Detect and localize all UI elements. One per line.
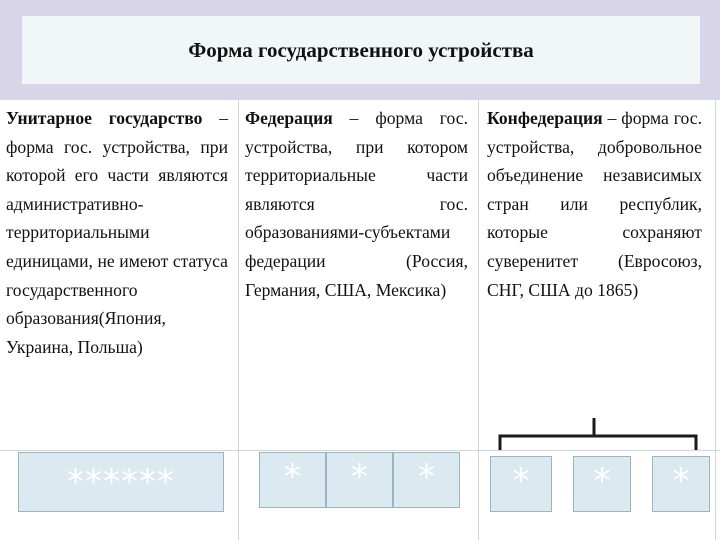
text-unitary: – форма гос. устройства, при которой его части являются административно-территориальными единицами, не имеют статуса государственного образования(Япония, Украина, Польша): [6, 108, 228, 357]
text-federation: – форма гос. устройства, при котором территориальные части являются гос. образованиями-субъектами федерации (Россия, Германия, США, Мексика): [245, 108, 468, 300]
text-confederation: – форма гос. устройства, добровольное объединение независимых стран или республик, которые сохраняют суверенитет (Евросоюз, СНГ, США до 1865): [487, 108, 702, 300]
confederation-placeholder-1: [490, 456, 552, 512]
page-title: Форма государственного устройства: [188, 37, 534, 62]
term-federation: Федерация: [245, 108, 333, 128]
confederation-placeholder-text: *: [512, 461, 530, 501]
bracket-line: [500, 418, 696, 450]
federation-placeholder-text: *: [351, 457, 368, 497]
definition-confederation: [487, 104, 702, 304]
bracket-icon: [490, 408, 714, 460]
column-confederation: [487, 104, 702, 304]
unitary-placeholder: [18, 452, 224, 512]
column-divider: [478, 100, 479, 540]
federation-placeholder-text: *: [284, 457, 301, 497]
federation-placeholder-1: [259, 452, 326, 508]
definition-unitary: [6, 104, 228, 361]
column-unitary: [6, 104, 228, 361]
federation-placeholder-text: *: [418, 457, 435, 497]
federation-placeholder-3: [393, 452, 460, 508]
column-divider: [238, 100, 239, 540]
definition-federation: [245, 104, 468, 304]
confederation-placeholder-text: *: [593, 461, 611, 501]
column-divider: [715, 100, 716, 540]
title-box: [22, 16, 700, 84]
term-unitary: Унитарное государство: [6, 108, 203, 128]
confederation-placeholder-text: *: [672, 461, 690, 501]
federation-placeholder-2: [326, 452, 393, 508]
column-federation: [245, 104, 468, 304]
confederation-placeholder-2: [573, 456, 631, 512]
term-confederation: Конфедерация: [487, 108, 603, 128]
unitary-placeholder-text: ******: [67, 462, 175, 502]
confederation-placeholder-3: [652, 456, 710, 512]
